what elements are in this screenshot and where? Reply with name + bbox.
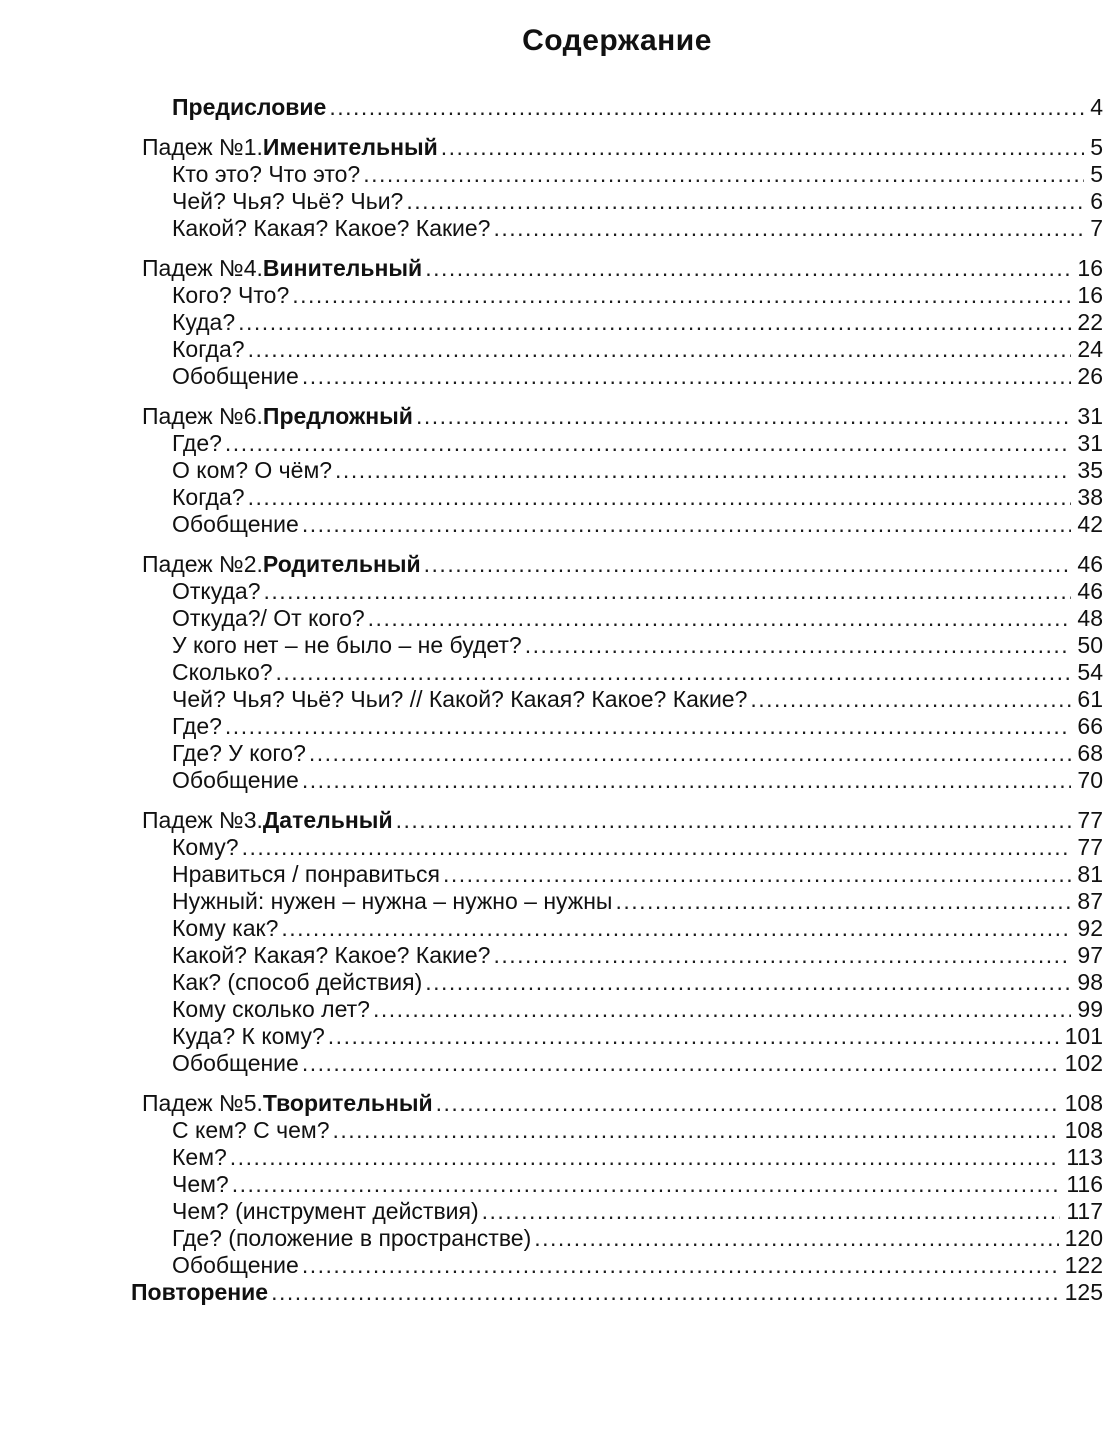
toc-list (131, 94, 1103, 1306)
toc-entry-page: 66 (1077, 713, 1103, 739)
dot-leader (248, 484, 1072, 511)
toc-entry (131, 1225, 1103, 1252)
dot-leader (482, 1198, 1061, 1225)
toc-entry (131, 363, 1103, 390)
toc-entry-label: Кому как? (172, 915, 279, 941)
toc-entry (131, 1171, 1103, 1198)
toc-entry-label: Где? (172, 430, 222, 456)
toc-entry-label: С кем? С чем? (172, 1117, 330, 1143)
toc-entry (131, 807, 1103, 834)
toc-entry-label: Нужный: нужен – нужна – нужно – нужны (172, 888, 613, 914)
dot-leader (242, 834, 1072, 861)
toc-entry-label: Откуда?/ От кого? (172, 605, 365, 631)
page-title: Содержание (522, 24, 712, 57)
dot-leader (525, 632, 1072, 659)
toc-entry-label: Нравиться / понравиться (172, 861, 440, 887)
toc-entry (131, 134, 1103, 161)
toc-entry-label: Именительный (262, 134, 438, 160)
toc-entry-page: 6 (1090, 188, 1103, 214)
toc-entry-page: 92 (1077, 915, 1103, 941)
toc-entry-page: 108 (1064, 1090, 1103, 1116)
dot-leader (225, 430, 1071, 457)
table-of-contents (131, 24, 1103, 1306)
toc-entry-page: 99 (1077, 996, 1103, 1022)
dot-leader (232, 1171, 1061, 1198)
toc-entry-page: 116 (1066, 1171, 1103, 1197)
toc-entry-label: Творительный (262, 1090, 433, 1116)
dot-leader (363, 161, 1084, 188)
toc-entry (131, 282, 1103, 309)
toc-entry (131, 1117, 1103, 1144)
dot-leader (292, 282, 1071, 309)
toc-entry-page: 50 (1077, 632, 1103, 658)
toc-entry-label: Чей? Чья? Чьё? Чьи? // Какой? Какая? Какое? Какие? (172, 686, 748, 712)
dot-leader (443, 861, 1071, 888)
toc-entry-page: 102 (1064, 1050, 1103, 1076)
toc-entry-label: Откуда? (172, 578, 261, 604)
toc-entry-label: Предисловие (172, 94, 327, 120)
dot-leader (329, 94, 1084, 121)
dot-leader (302, 767, 1072, 794)
dot-leader (328, 1023, 1059, 1050)
toc-entry (131, 605, 1103, 632)
toc-entry (131, 484, 1103, 511)
toc-entry-page: 48 (1077, 605, 1103, 631)
toc-entry-label: Дательный (262, 807, 393, 833)
toc-entry (131, 94, 1103, 121)
dot-leader (750, 686, 1071, 713)
toc-entry (131, 551, 1103, 578)
toc-entry (131, 255, 1103, 282)
toc-entry-page: 120 (1064, 1225, 1103, 1251)
toc-entry-label: Винительный (262, 255, 423, 281)
toc-entry (131, 161, 1103, 188)
dot-leader (425, 255, 1071, 282)
toc-entry-page: 122 (1064, 1252, 1103, 1278)
toc-entry (131, 457, 1103, 484)
toc-entry-page: 97 (1077, 942, 1103, 968)
dot-leader (534, 1225, 1058, 1252)
toc-entry-page: 101 (1064, 1023, 1103, 1049)
toc-entry-label: Обобщение (172, 1050, 299, 1076)
toc-entry (131, 430, 1103, 457)
toc-entry-label: Сколько? (172, 659, 273, 685)
toc-entry (131, 1279, 1103, 1306)
toc-entry-page: 117 (1066, 1198, 1103, 1224)
toc-entry (131, 1050, 1103, 1077)
toc-entry-page: 113 (1066, 1144, 1103, 1170)
dot-leader (368, 605, 1072, 632)
toc-entry-page: 31 (1077, 430, 1103, 456)
toc-entry-page: 54 (1077, 659, 1103, 685)
dot-leader (281, 915, 1071, 942)
dot-leader (416, 403, 1071, 430)
toc-entry (131, 1198, 1103, 1225)
toc-entry (131, 969, 1103, 996)
toc-entry-page: 87 (1077, 888, 1103, 914)
toc-entry (131, 188, 1103, 215)
dot-leader (373, 996, 1071, 1023)
dot-leader (302, 363, 1072, 390)
toc-entry-label: Когда? (172, 484, 245, 510)
dot-leader (271, 1279, 1059, 1306)
dot-leader (264, 578, 1072, 605)
toc-entry-page: 70 (1077, 767, 1103, 793)
toc-entry-label: У кого нет – не было – не будет? (172, 632, 522, 658)
toc-entry-label: Чем? (инструмент действия) (172, 1198, 479, 1224)
toc-entry-label: Когда? (172, 336, 245, 362)
toc-entry-label: Обобщение (172, 1252, 299, 1278)
toc-entry-label: Где? (172, 713, 222, 739)
toc-entry-prefix: Падеж №5. (142, 1090, 263, 1116)
toc-entry (131, 740, 1103, 767)
toc-entry (131, 996, 1103, 1023)
toc-entry-page: 108 (1064, 1117, 1103, 1143)
dot-leader (441, 134, 1084, 161)
dot-leader (230, 1144, 1061, 1171)
toc-entry-page: 5 (1090, 134, 1103, 160)
toc-entry-page: 38 (1077, 484, 1103, 510)
dot-leader (424, 551, 1072, 578)
toc-entry-page: 46 (1077, 578, 1103, 604)
toc-entry (131, 861, 1103, 888)
toc-entry-prefix: Падеж №4. (142, 255, 263, 281)
dot-leader (335, 457, 1071, 484)
toc-entry (131, 336, 1103, 363)
toc-entry-page: 7 (1090, 215, 1103, 241)
toc-entry-label: Куда? (172, 309, 236, 335)
toc-entry-page: 35 (1077, 457, 1103, 483)
toc-entry (131, 215, 1103, 242)
toc-entry-label: Кому? (172, 834, 239, 860)
toc-entry-prefix: Падеж №3. (142, 807, 263, 833)
toc-entry-label: Кому сколько лет? (172, 996, 370, 1022)
dot-leader (309, 740, 1072, 767)
toc-entry-page: 46 (1077, 551, 1103, 577)
toc-entry-page: 81 (1077, 861, 1103, 887)
toc-entry-page: 24 (1077, 336, 1103, 362)
toc-entry-label: Кого? Что? (172, 282, 290, 308)
toc-entry-label: Какой? Какая? Какое? Какие? (172, 942, 491, 968)
toc-entry-page: 77 (1077, 834, 1103, 860)
toc-entry-label: Где? У кого? (172, 740, 306, 766)
toc-entry (131, 1090, 1103, 1117)
toc-entry-page: 16 (1077, 255, 1103, 281)
toc-entry (131, 309, 1103, 336)
toc-entry-label: Кто это? Что это? (172, 161, 361, 187)
toc-entry-label: Где? (положение в пространстве) (172, 1225, 532, 1251)
dot-leader (302, 1252, 1059, 1279)
toc-entry-label: Обобщение (172, 363, 299, 389)
toc-entry-label: Обобщение (172, 767, 299, 793)
toc-entry-prefix: Падеж №1. (142, 134, 263, 160)
toc-entry (131, 403, 1103, 430)
dot-leader (333, 1117, 1059, 1144)
toc-entry-label: Чем? (172, 1171, 229, 1197)
toc-entry-prefix: Падеж №6. (142, 403, 263, 429)
toc-entry-label: Как? (способ действия) (172, 969, 423, 995)
dot-leader (225, 713, 1071, 740)
toc-entry (131, 578, 1103, 605)
toc-entry-page: 31 (1077, 403, 1103, 429)
toc-entry-label: Родительный (262, 551, 421, 577)
toc-entry-page: 68 (1077, 740, 1103, 766)
dot-leader (425, 969, 1071, 996)
dot-leader (302, 511, 1072, 538)
dot-leader (436, 1090, 1059, 1117)
toc-entry-prefix: Падеж №2. (142, 551, 263, 577)
toc-entry-label: Какой? Какая? Какое? Какие? (172, 215, 491, 241)
toc-entry (131, 659, 1103, 686)
toc-entry (131, 686, 1103, 713)
toc-entry-label: Повторение (131, 1279, 269, 1305)
toc-entry-label: Предложный (262, 403, 413, 429)
dot-leader (396, 807, 1072, 834)
toc-entry-page: 22 (1077, 309, 1103, 335)
toc-entry (131, 915, 1103, 942)
toc-entry-page: 26 (1077, 363, 1103, 389)
toc-entry-label: Куда? К кому? (172, 1023, 325, 1049)
toc-entry-page: 5 (1090, 161, 1103, 187)
dot-leader (302, 1050, 1059, 1077)
toc-entry (131, 1023, 1103, 1050)
toc-entry (131, 713, 1103, 740)
toc-entry-page: 98 (1077, 969, 1103, 995)
dot-leader (248, 336, 1072, 363)
toc-entry (131, 511, 1103, 538)
toc-entry-page: 61 (1077, 686, 1103, 712)
toc-entry-page: 125 (1064, 1279, 1103, 1305)
toc-entry (131, 834, 1103, 861)
dot-leader (493, 215, 1084, 242)
toc-entry-label: Кем? (172, 1144, 227, 1170)
dot-leader (276, 659, 1072, 686)
toc-entry-page: 16 (1077, 282, 1103, 308)
toc-entry-label: Чей? Чья? Чьё? Чьи? (172, 188, 404, 214)
toc-entry (131, 1144, 1103, 1171)
toc-entry (131, 767, 1103, 794)
dot-leader (493, 942, 1071, 969)
toc-entry-label: О ком? О чём? (172, 457, 333, 483)
toc-entry-label: Обобщение (172, 511, 299, 537)
toc-entry-page: 42 (1077, 511, 1103, 537)
dot-leader (615, 888, 1071, 915)
toc-entry (131, 1252, 1103, 1279)
toc-entry (131, 888, 1103, 915)
toc-entry-page: 77 (1077, 807, 1103, 833)
dot-leader (406, 188, 1084, 215)
toc-entry (131, 632, 1103, 659)
dot-leader (238, 309, 1071, 336)
toc-entry (131, 942, 1103, 969)
toc-entry-page: 4 (1090, 94, 1103, 120)
